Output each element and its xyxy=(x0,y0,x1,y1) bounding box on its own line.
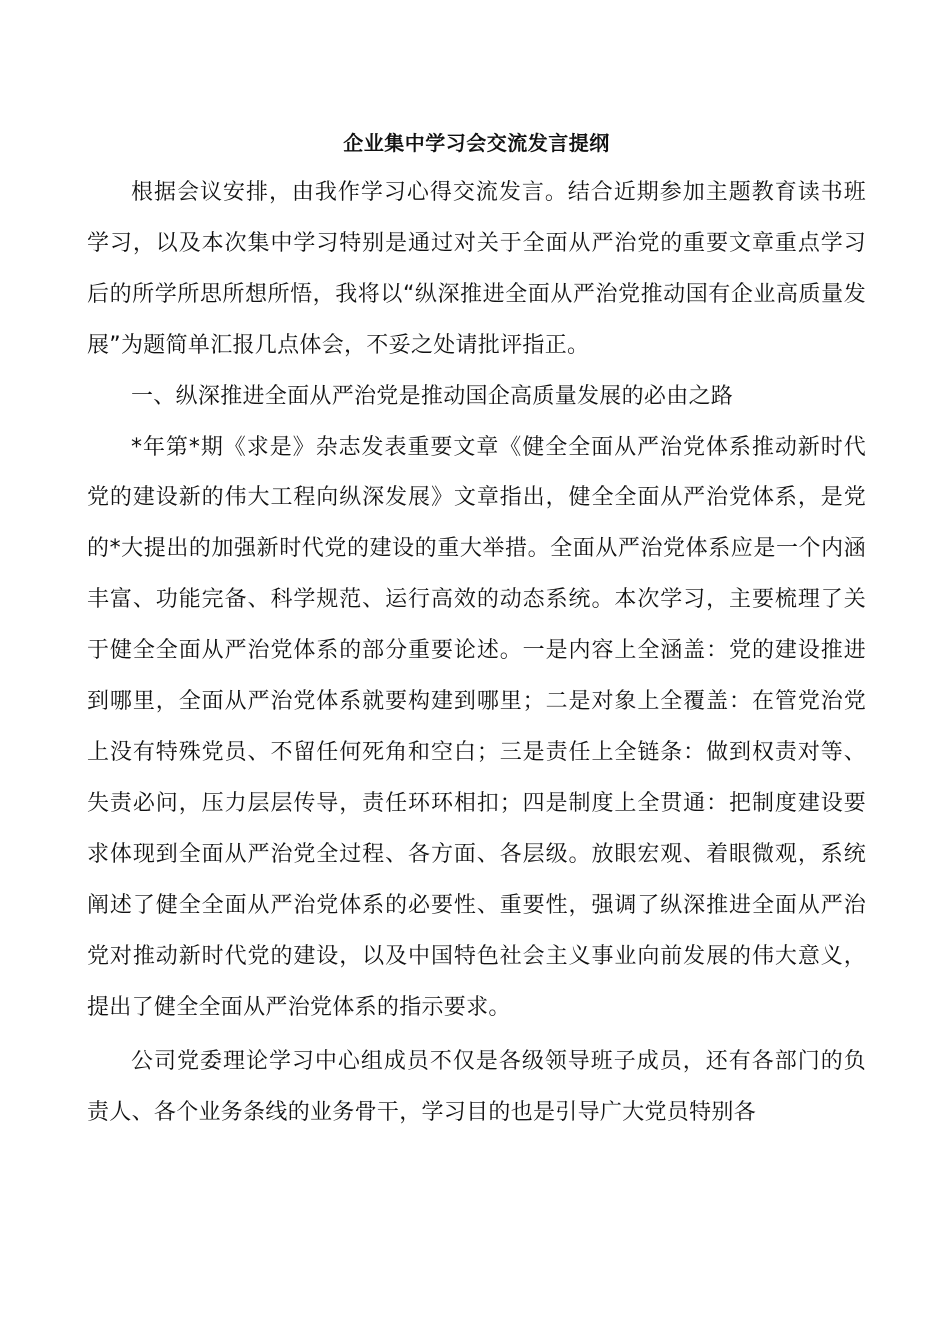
body-paragraph-committee: 公司党委理论学习中心组成员不仅是各级领导班子成员，还有各部门的负责人、各个业务条线的业务骨干，学习目的也是引导广大党员特别各 xyxy=(87,1049,866,1126)
document-page xyxy=(87,118,866,1139)
intro-paragraph: 根据会议安排，由我作学习心得交流发言。结合近期参加主题教育读书班学习，以及本次集中学习特别是通过对关于全面从严治党的重要文章重点学习后的所学所思所想所悟，我将以“纵深推进全面从严治党推动国有企业高质量发展”为题简单汇报几点体会，不妥之处请批评指正。 xyxy=(87,180,866,358)
body-paragraph-qiushi: *年第*期《求是》杂志发表重要文章《健全全面从严治党体系推动新时代党的建设新的伟大工程向纵深发展》文章指出，健全全面从严治党体系，是党的*大提出的加强新时代党的建设的重大举措。全面从严治党体系应是一个内涵丰富、功能完备、科学规范、运行高效的动态系统。本次学习，主要梳理了关于健全全面从严治党体系的部分重要论述。一是内容上全涵盖：党的建设推进到哪里，全面从严治党体系就要构建到哪里；二是对象上全覆盖：在管党治党上没有特殊党员、不留任何死角和空白；三是责任上全链条：做到权责对等、失责必问，压力层层传导，责任环环相扣；四是制度上全贯通：把制度建设要求体现到全面从严治党全过程、各方面、各层级。放眼宏观、着眼微观，系统阐述了健全全面从严治党体系的必要性、重要性，强调了纵深推进全面从严治党对推动新时代党的建设，以及中国特色社会主义事业向前发展的伟大意义，提出了健全全面从严治党体系的指示要求。 xyxy=(87,434,866,1020)
section-heading-1: 一、纵深推进全面从严治党是推动国企高质量发展的必由之路 xyxy=(131,383,734,409)
document-title: 企业集中学习会交流发言提纲 xyxy=(343,131,610,155)
